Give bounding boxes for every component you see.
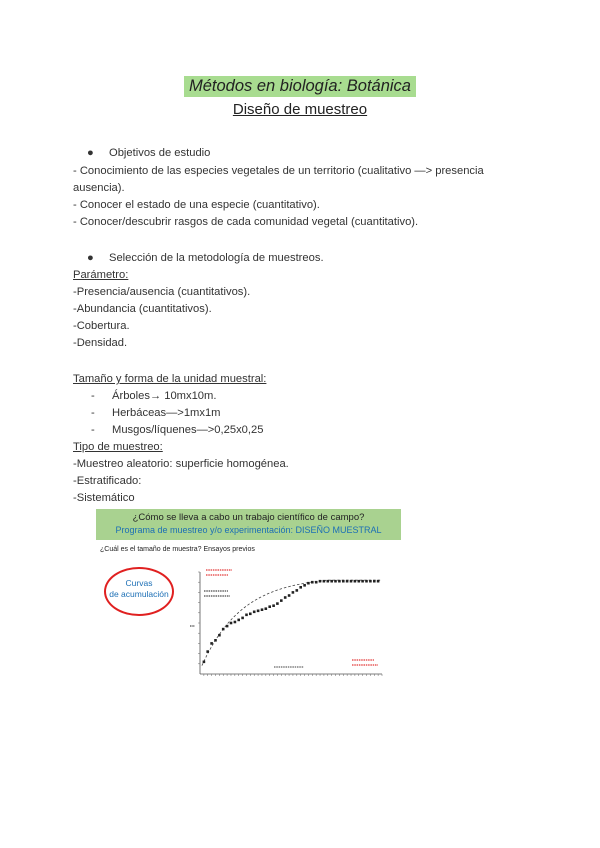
data-point bbox=[292, 591, 295, 594]
data-point bbox=[268, 605, 271, 608]
data-point bbox=[237, 619, 240, 622]
data-point bbox=[253, 611, 256, 614]
data-point bbox=[354, 580, 357, 583]
data-point bbox=[218, 634, 221, 637]
data-point bbox=[346, 580, 349, 583]
data-point bbox=[280, 599, 283, 602]
data-point bbox=[299, 586, 302, 589]
data-point bbox=[377, 580, 380, 583]
data-point bbox=[265, 607, 268, 610]
data-point bbox=[226, 625, 229, 628]
data-point bbox=[323, 580, 326, 583]
oval-label-line-1: Curvas bbox=[125, 578, 153, 588]
tamano-item-text: Herbáceas—>1mx1m bbox=[112, 407, 221, 419]
page-title: Métodos en biología: Botánica bbox=[184, 76, 416, 97]
parametro-line: -Presencia/ausencia (cuantitativos). bbox=[73, 286, 251, 298]
data-point bbox=[334, 580, 337, 583]
tipo-line: -Muestreo aleatorio: superficie homogénea. bbox=[73, 458, 289, 470]
tamano-item: - Herbáceas—>1mx1m bbox=[91, 407, 221, 419]
oval-label-line-2: de acumulación bbox=[109, 589, 169, 599]
tipo-line: -Sistemático bbox=[73, 492, 135, 504]
data-point bbox=[319, 580, 322, 583]
tipo-heading: Tipo de muestreo: bbox=[73, 441, 163, 453]
tamano-item-text: Árboles→ 10mx10m. bbox=[112, 390, 217, 402]
parametro-line: -Densidad. bbox=[73, 337, 128, 349]
data-point bbox=[350, 580, 353, 583]
slide-sub-question: ¿Cuál es el tamaño de muestra? Ensayos previos bbox=[100, 546, 255, 553]
title-wrap bbox=[0, 76, 600, 97]
bullet-text: Selección de la metodología de muestreos. bbox=[109, 252, 324, 264]
page-subtitle: Diseño de muestreo bbox=[232, 101, 368, 118]
objetivo-line: - Conocer/descubrir rasgos de cada comunidad vegetal (cuantitativo). bbox=[73, 216, 419, 228]
data-point bbox=[330, 580, 333, 583]
embedded-slide bbox=[96, 509, 401, 689]
data-point bbox=[261, 608, 264, 611]
tamano-heading: Tamaño y forma de la unidad muestral: bbox=[73, 373, 267, 385]
data-point bbox=[241, 617, 244, 620]
data-point bbox=[373, 580, 376, 583]
data-point bbox=[288, 594, 291, 597]
objetivo-line: - Conocer el estado de una especie (cuantitativo). bbox=[73, 199, 320, 211]
data-point bbox=[257, 610, 260, 613]
data-point bbox=[311, 581, 314, 584]
data-point bbox=[206, 650, 209, 653]
objetivo-line: - Conocimiento de las especies vegetales de un territorio (cualitativo —> presencia bbox=[73, 165, 484, 177]
data-point bbox=[222, 628, 225, 631]
parametro-heading: Parámetro: bbox=[73, 269, 129, 281]
tipo-line: -Estratificado: bbox=[73, 475, 142, 487]
accumulation-curves-oval bbox=[104, 567, 174, 616]
data-point bbox=[210, 642, 213, 645]
data-point bbox=[276, 602, 279, 605]
chart-illegible-labels bbox=[190, 570, 378, 667]
data-point bbox=[365, 580, 368, 583]
data-point bbox=[296, 589, 299, 592]
data-point bbox=[230, 622, 233, 625]
data-point bbox=[249, 613, 252, 616]
data-point bbox=[284, 596, 287, 599]
bullet-text: Objetivos de estudio bbox=[109, 147, 211, 159]
data-point bbox=[234, 621, 237, 624]
data-point bbox=[303, 584, 306, 587]
tamano-item-text: Musgos/líquenes—>0,25x0,25 bbox=[112, 424, 264, 436]
data-point bbox=[245, 614, 248, 617]
bullet-dot-icon: ● bbox=[87, 147, 94, 159]
slide-question: ¿Cómo se lleva a cabo un trabajo científico de campo? bbox=[132, 512, 365, 523]
data-point bbox=[327, 580, 330, 583]
data-point bbox=[203, 661, 206, 664]
data-point bbox=[369, 580, 372, 583]
tamano-item: - Árboles→ 10mx10m. bbox=[91, 390, 217, 402]
data-point bbox=[307, 582, 310, 585]
data-point bbox=[358, 580, 361, 583]
bullet-objetivos bbox=[87, 147, 210, 159]
data-point bbox=[214, 639, 217, 642]
slide-program: Programa de muestreo y/o experimentación: DISEÑO MUESTRAL bbox=[115, 525, 382, 535]
data-point bbox=[342, 580, 345, 583]
tamano-item: - Musgos/líquenes—>0,25x0,25 bbox=[91, 424, 264, 436]
data-point bbox=[315, 581, 318, 584]
parametro-line: -Cobertura. bbox=[73, 320, 130, 332]
data-point bbox=[361, 580, 364, 583]
data-point bbox=[338, 580, 341, 583]
accumulation-chart bbox=[182, 564, 392, 686]
bullet-dot-icon: ● bbox=[87, 252, 94, 264]
parametro-line: -Abundancia (cuantitativos). bbox=[73, 303, 212, 315]
oval-label bbox=[106, 578, 172, 600]
objetivo-line: ausencia). bbox=[73, 182, 125, 194]
bullet-seleccion bbox=[87, 252, 324, 264]
data-point bbox=[272, 604, 275, 607]
